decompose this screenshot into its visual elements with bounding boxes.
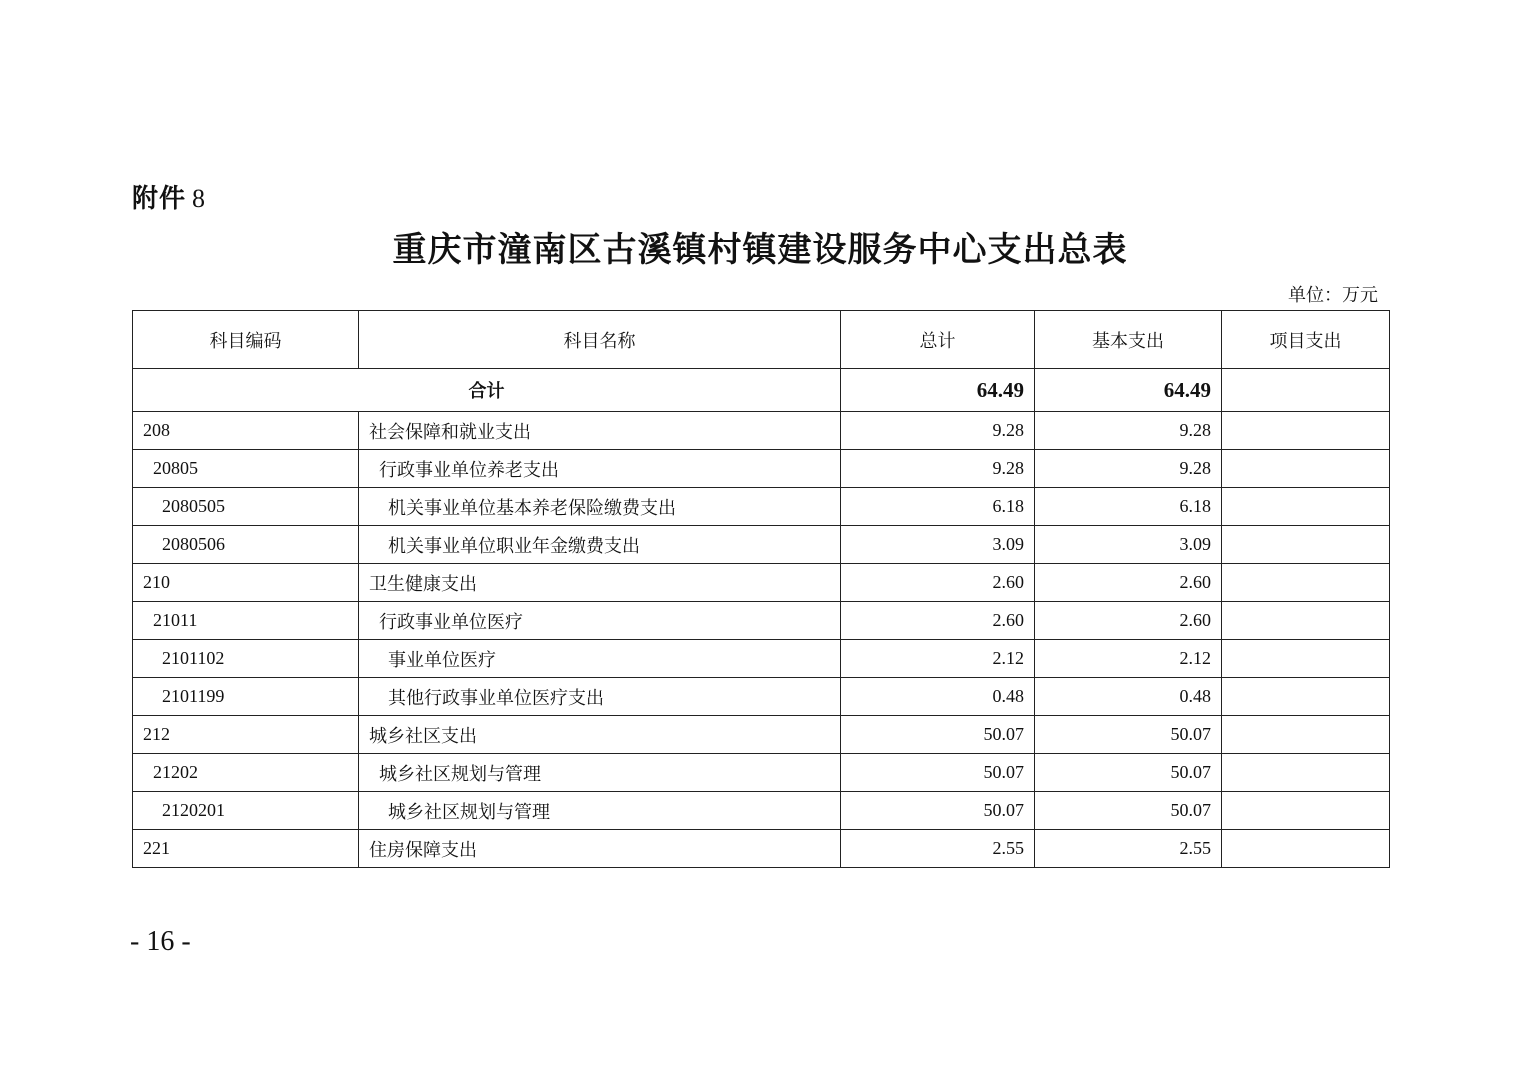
total-basic: 64.49 <box>1035 369 1222 412</box>
row-name: 社会保障和就业支出 <box>359 412 841 450</box>
row-basic: 6.18 <box>1035 488 1222 526</box>
header-project: 项目支出 <box>1222 311 1390 369</box>
row-basic: 2.12 <box>1035 640 1222 678</box>
row-total: 6.18 <box>841 488 1035 526</box>
row-total: 50.07 <box>841 792 1035 830</box>
table-row <box>133 716 1390 754</box>
table-row <box>133 412 1390 450</box>
table-row <box>133 526 1390 564</box>
row-project <box>1222 678 1390 716</box>
row-basic: 9.28 <box>1035 412 1222 450</box>
row-name: 城乡社区规划与管理 <box>359 792 841 830</box>
table-row <box>133 488 1390 526</box>
row-code: 21011 <box>133 602 359 640</box>
row-total: 2.60 <box>841 602 1035 640</box>
table-row <box>133 450 1390 488</box>
row-basic: 2.60 <box>1035 564 1222 602</box>
row-project <box>1222 716 1390 754</box>
row-total: 0.48 <box>841 678 1035 716</box>
row-total: 2.55 <box>841 830 1035 868</box>
total-label: 合计 <box>133 369 841 412</box>
expenditure-table <box>132 310 1390 868</box>
row-code: 221 <box>133 830 359 868</box>
row-name: 其他行政事业单位医疗支出 <box>359 678 841 716</box>
header-total: 总计 <box>841 311 1035 369</box>
attachment-label <box>132 178 206 215</box>
row-project <box>1222 412 1390 450</box>
total-project <box>1222 369 1390 412</box>
row-code: 212 <box>133 716 359 754</box>
row-code: 20805 <box>133 450 359 488</box>
row-total: 2.60 <box>841 564 1035 602</box>
row-name: 机关事业单位基本养老保险缴费支出 <box>359 488 841 526</box>
page-title: 重庆市潼南区古溪镇村镇建设服务中心支出总表 <box>392 230 1128 270</box>
row-total: 9.28 <box>841 412 1035 450</box>
row-project <box>1222 602 1390 640</box>
row-basic: 2.60 <box>1035 602 1222 640</box>
row-project <box>1222 754 1390 792</box>
row-code: 2120201 <box>133 792 359 830</box>
row-project <box>1222 564 1390 602</box>
unit-label: 单位：万元 <box>1288 285 1378 306</box>
row-basic: 0.48 <box>1035 678 1222 716</box>
row-basic: 9.28 <box>1035 450 1222 488</box>
row-code: 2101199 <box>133 678 359 716</box>
table-row <box>133 830 1390 868</box>
row-total: 50.07 <box>841 754 1035 792</box>
row-code: 208 <box>133 412 359 450</box>
attachment-text: 附件 <box>132 184 187 214</box>
row-total: 9.28 <box>841 450 1035 488</box>
row-basic: 50.07 <box>1035 792 1222 830</box>
row-project <box>1222 526 1390 564</box>
row-name: 行政事业单位医疗 <box>359 602 841 640</box>
row-basic: 50.07 <box>1035 754 1222 792</box>
header-code: 科目编码 <box>133 311 359 369</box>
row-name: 住房保障支出 <box>359 830 841 868</box>
row-project <box>1222 640 1390 678</box>
row-project <box>1222 792 1390 830</box>
row-project <box>1222 830 1390 868</box>
row-code: 210 <box>133 564 359 602</box>
row-project <box>1222 488 1390 526</box>
table-row <box>133 640 1390 678</box>
row-name: 行政事业单位养老支出 <box>359 450 841 488</box>
row-name: 卫生健康支出 <box>359 564 841 602</box>
table-row <box>133 754 1390 792</box>
row-total: 50.07 <box>841 716 1035 754</box>
row-basic: 50.07 <box>1035 716 1222 754</box>
row-code: 2080505 <box>133 488 359 526</box>
page-number: - 16 - <box>130 926 191 957</box>
header-basic: 基本支出 <box>1035 311 1222 369</box>
table-row <box>133 678 1390 716</box>
row-project <box>1222 450 1390 488</box>
row-code: 2080506 <box>133 526 359 564</box>
row-total: 3.09 <box>841 526 1035 564</box>
row-name: 机关事业单位职业年金缴费支出 <box>359 526 841 564</box>
header-row <box>133 311 1390 369</box>
row-code: 2101102 <box>133 640 359 678</box>
table-row <box>133 602 1390 640</box>
table-row <box>133 792 1390 830</box>
row-name: 事业单位医疗 <box>359 640 841 678</box>
row-name: 城乡社区支出 <box>359 716 841 754</box>
row-total: 2.12 <box>841 640 1035 678</box>
attachment-number: 8 <box>192 184 207 213</box>
row-name: 城乡社区规划与管理 <box>359 754 841 792</box>
total-sum: 64.49 <box>841 369 1035 412</box>
row-code: 21202 <box>133 754 359 792</box>
row-basic: 3.09 <box>1035 526 1222 564</box>
table-row <box>133 564 1390 602</box>
row-basic: 2.55 <box>1035 830 1222 868</box>
header-name: 科目名称 <box>359 311 841 369</box>
total-row <box>133 369 1390 412</box>
